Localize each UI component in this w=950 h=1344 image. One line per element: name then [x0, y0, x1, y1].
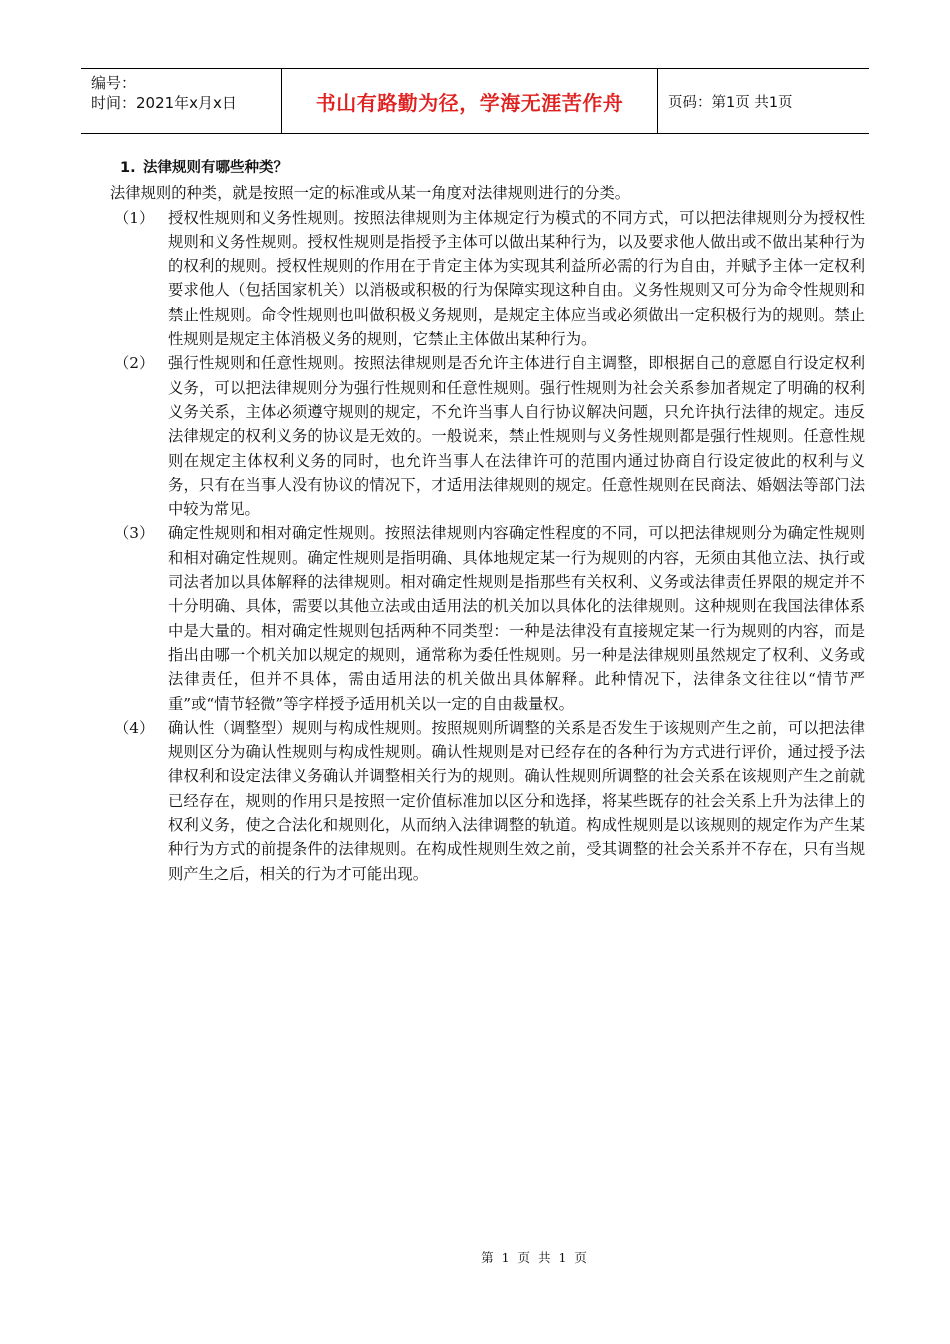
- list-item-text: 确定性规则和相对确定性规则。按照法律规则内容确定性程度的不同，可以把法律规则分为确定性规则和相对确定性规则。确定性规则是指明确、具体地规定某一行为规则的内容，无须由其他立法、执行或司法者加以具体解释的法律规则。相对确定性规则是指那些有关权利、义务或法律责任界限的规定并不十分明确、具体，需要以其他立法或由适用法的机关加以具体化的法律规则。这种规则在我国法律体系中是大量的。相对确定性规则包括两种不同类型：一种是法律没有直接规定某一行为规则的内容，而是指出由哪一个机关加以规定的规则，通常称为委任性规则。另一种是法律规则虽然规定了权利、义务或法律责任，但并不具体，需由适用法的机关做出具体解释。此种情况下，法律条文往往以“情节严重”或“情节轻微”等字样授予适用机关以一定的自由裁量权。: [168, 524, 865, 713]
- header-meta-cell: [81, 69, 282, 133]
- list-item-number: （1）: [114, 208, 155, 227]
- motto-text: 书山有路勤为径，学海无涯苦作舟: [315, 90, 624, 115]
- page-info-cell: [658, 69, 869, 133]
- document-header: [81, 68, 869, 134]
- motto-cell: [282, 69, 658, 133]
- list-item-number: （4）: [114, 718, 155, 737]
- page-footer: 第 1 页 共 1 页: [481, 1250, 589, 1265]
- document-body: [110, 156, 865, 886]
- list-item-number: （3）: [114, 524, 155, 543]
- list-item: [110, 716, 865, 886]
- page-info-text: 页码：第1页 共1页: [668, 94, 793, 111]
- number-label: 编号：: [91, 74, 137, 92]
- question-heading: [110, 156, 865, 180]
- list-item-text: 授权性规则和义务性规则。按照法律规则为主体规定行为模式的不同方式，可以把法律规则分为授权性规则和义务性规则。授权性规则是指授予主体可以做出某种行为，以及要求他人做出或不做出某种行为的权利的规则。授权性规则的作用在于肯定主体为实现其利益所必需的行为自由，并赋予主体一定权利要求他人（包括国家机关）以消极或积极的行为保障实现这种自由。义务性规则又可分为命令性规则和禁止性规则。命令性规则也叫做积极义务规则，是规定主体应当或必须做出一定积极行为的规则。禁止性规则是规定主体消极义务的规则，它禁止主体做出某种行为。: [168, 208, 865, 349]
- list-item-text: 强行性规则和任意性规则。按照法律规则是否允许主体进行自主调整，即根据自己的意愿自行设定权利义务，可以把法律规则分为强行性规则和任意性规则。强行性规则为社会关系参加者规定了明确的权利义务关系，主体必须遵守规则的规定，不允许当事人自行协议解决问题，只允许执行法律的规定。违反法律规定的权利义务的协议是无效的。一般说来，禁止性规则与义务性规则都是强行性规则。任意性规则在规定主体权利义务的同时，也允许当事人在法律许可的范围内通过协商自行设定彼此的权利与义务，只有在当事人没有协议的情况下，才适用法律规则的规定。任意性规则在民商法、婚姻法等部门法中较为常见。: [168, 354, 865, 519]
- question-title: 法律规则有哪些种类？: [143, 160, 288, 176]
- list-item-text: 确认性（调整型）规则与构成性规则。按照规则所调整的关系是否发生于该规则产生之前，可以把法律规则区分为确认性规则与构成性规则。确认性规则是对已经存在的各种行为方式进行评价，通过授予法律权利和设定法律义务确认并调整相关行为的规则。确认性规则所调整的社会关系在该规则产生之前就已经存在，规则的作用只是按照一定价值标准加以区分和选择，将某些既存的社会关系上升为法律上的权利义务，使之合法化和规则化，从而纳入法律调整的轨道。构成性规则是以该规则的规定作为产生某种行为方式的前提条件的法律规则。在构成性规则生效之前，受其调整的社会关系并不存在，只有当规则产生之后，相关的行为才可能出现。: [168, 718, 865, 883]
- intro-paragraph: 法律规则的种类，就是按照一定的标准或从某一角度对法律规则进行的分类。: [110, 184, 631, 203]
- question-number: 1.: [120, 160, 136, 176]
- list-item: [110, 521, 865, 715]
- list-item-number: （2）: [114, 354, 155, 373]
- time-label: 时间：2021年x月x日: [91, 94, 237, 112]
- list-item: [110, 351, 865, 521]
- list-item: [110, 206, 865, 352]
